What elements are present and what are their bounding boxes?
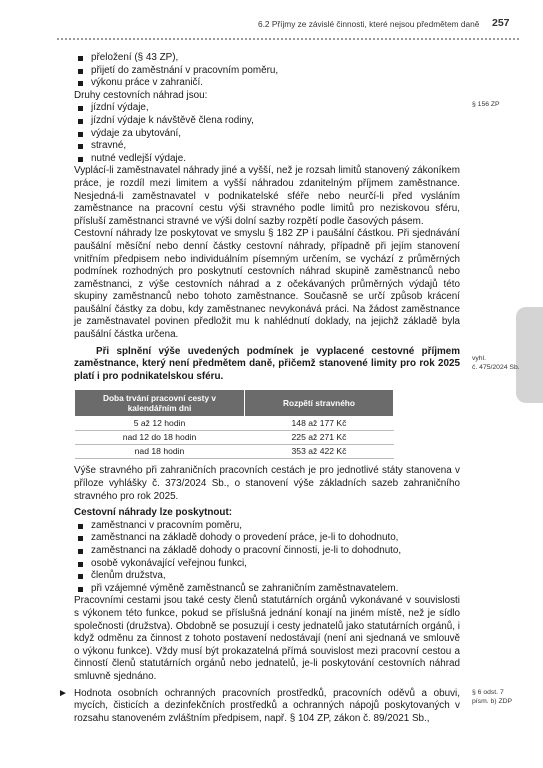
- page-number: 257: [492, 17, 510, 29]
- table-cell: nad 12 do 18 hodin: [75, 431, 245, 445]
- table-cell: 5 až 12 hodin: [75, 417, 245, 431]
- table-cell: nad 18 hodin: [75, 445, 245, 459]
- table-cell: 225 až 271 Kč: [245, 431, 394, 445]
- list-item: nutné vedlejší výdaje.: [74, 153, 460, 166]
- table-header-cell: Doba trvání pracovní cesty v kalendářním dni: [75, 390, 245, 417]
- running-head-title: 6.2 Příjmy ze závislé činnosti, které nejsou předmětem daně: [258, 19, 480, 29]
- list-item: jízdní výdaje k návštěvě člena rodiny,: [74, 115, 460, 128]
- list-item: výdaje za ubytování,: [74, 128, 460, 141]
- list-item: při vzájemné výměně zaměstnanců se zahraničním zaměstnavatelem.: [74, 583, 460, 596]
- list-item: přijetí do zaměstnání v pracovním poměru,: [74, 65, 460, 78]
- margin-note-zdp: [472, 688, 512, 706]
- table-header-row: [75, 390, 394, 417]
- arrow-marker-icon: ►: [58, 687, 68, 699]
- table-cell: 353 až 422 Kč: [245, 445, 394, 459]
- list-item: stravné,: [74, 140, 460, 153]
- stravne-table: [74, 389, 394, 459]
- paragraph-zahranicni: Výše stravného při zahraničních pracovních cestách je pro jednotlivé státy stanovena v příloze vyhlášky č. 373/2024 Sb., o stanovení výše základních sazeb zahraničního stravného pro rok 2025.: [74, 465, 460, 502]
- header-dotted-rule: [57, 38, 519, 40]
- table-header-cell: Rozpětí stravného: [245, 390, 394, 417]
- table-cell: 148 až 177 Kč: [245, 417, 394, 431]
- list-c: [74, 520, 460, 596]
- page-body: [58, 52, 460, 725]
- table-row: [75, 445, 394, 459]
- margin-note-line: § 6 odst. 7: [472, 689, 504, 696]
- paragraph-statutarni: Pracovními cestami jsou také cesty členů statutárních orgánů vykonávané v souvislosti s výkonem této funkce, pokud se příslušná jednání konají na jiném místě, než je sídlo společnosti (družstva). Obdobně se posuzují i cesty jednatelů jako statutárních orgánů, i když odměnu za činnost z tohoto postavení nedostávají (není ani sjednaná ve smlouvě o výkonu funkce). Vždy musí být prokazatelná přímá souvislost mezi pracovní cestou a činností členů statutárních orgánů nebo jednatelů, je-li poskytování cestovních náhrad smluvně sjednáno.: [74, 595, 460, 682]
- paragraph-pausal: Cestovní náhrady lze poskytovat ve smyslu § 182 ZP i paušální částkou. Při sjednávání paušální měsíční nebo denní částky cestovní náhrady, případně při jejím stanovení vnitřním předpisem nebo individuálním písemným určením, se vychází z průměrných podmínek rozhodných pro poskytnutí cestovních náhrad skupině zaměstnanců nebo zaměstnanci, z výše cestovních náhrad a z očekávaných průměrných výdajů této skupiny zaměstnanců nebo tohoto zaměstnance. Současně se určí způsob krácení paušální částky za dobu, kdy zaměstnanec nevykonává práci. Na žádost zaměstnance je zaměstnavatel povinen předložit mu k nahlédnutí doklady, na jejichž základě byla paušální částka určena.: [74, 228, 460, 341]
- margin-note-line: vyhl.: [472, 355, 486, 362]
- table-row: [75, 431, 394, 445]
- cestovni-heading: Cestovní náhrady lze poskytnout:: [74, 507, 233, 519]
- list-item: zaměstnanci v pracovním poměru,: [74, 520, 460, 533]
- margin-note-zp156: [472, 100, 500, 109]
- margin-note-line: písm. b) ZDP: [472, 698, 513, 705]
- arrow-paragraph: [58, 687, 460, 726]
- list-item: osobě vykonávající veřejnou funkci,: [74, 558, 460, 571]
- list-item: zaměstnanci na základě dohody o provedení práce, je-li to dohodnuto,: [74, 532, 460, 545]
- margin-note-line: č. 475/2024 Sb.: [472, 364, 520, 371]
- page-header: [0, 15, 543, 35]
- list-b: [74, 102, 460, 165]
- table-row: [75, 417, 394, 431]
- list-item: členům družstva,: [74, 570, 460, 583]
- paragraph-ochranne: Hodnota osobních ochranných pracovních prostředků, pracovních oděvů a obuvi, mycích, čisticích a dezinfekčních prostředků a ochranných nápojů poskytovaných v rozsahu stanoveném zvláštním předpisem, např. § 104 ZP, zákon č. 89/2021 Sb.,: [74, 687, 460, 724]
- list-item: zaměstnanci na základě dohody o pracovní činnosti, je-li to dohodnuto,: [74, 545, 460, 558]
- margin-note-line: § 156 ZP: [472, 101, 500, 108]
- list-item: přeložení (§ 43 ZP),: [74, 52, 460, 65]
- paragraph-bold-summary: Při splnění výše uvedených podmínek je vyplacené cestovné příjmem zaměstnance, který není předmětem daně, přičemž stanovené limity pro rok 2025 platí i pro podnikatelskou sféru.: [74, 345, 460, 382]
- list-a: [74, 52, 460, 90]
- list-item: výkonu práce v zahraničí.: [74, 77, 460, 90]
- paragraph-limits: Vyplácí-li zaměstnavatel náhrady jiné a vyšší, než je rozsah limitů stanovený zákoníkem práce, je rozdíl mezi limitem a vyšší náhradou zdanitelným příjmem zaměstnance. Nesjedná-li zaměstnavatel v podnikatelské sféře nebo neurčí-li před vysláním zaměstnance na pracovní cestu výši stravného podle limitů pro neziskovou sféru, přísluší zaměstnanci stravné ve výši dolní sazby rozpětí podle časových pásem.: [74, 165, 460, 227]
- chapter-thumb-tab: [516, 307, 543, 403]
- margin-note-vyhlaska: [472, 354, 520, 372]
- list-item: jízdní výdaje,: [74, 102, 460, 115]
- druhy-heading: Druhy cestovních náhrad jsou:: [74, 89, 208, 101]
